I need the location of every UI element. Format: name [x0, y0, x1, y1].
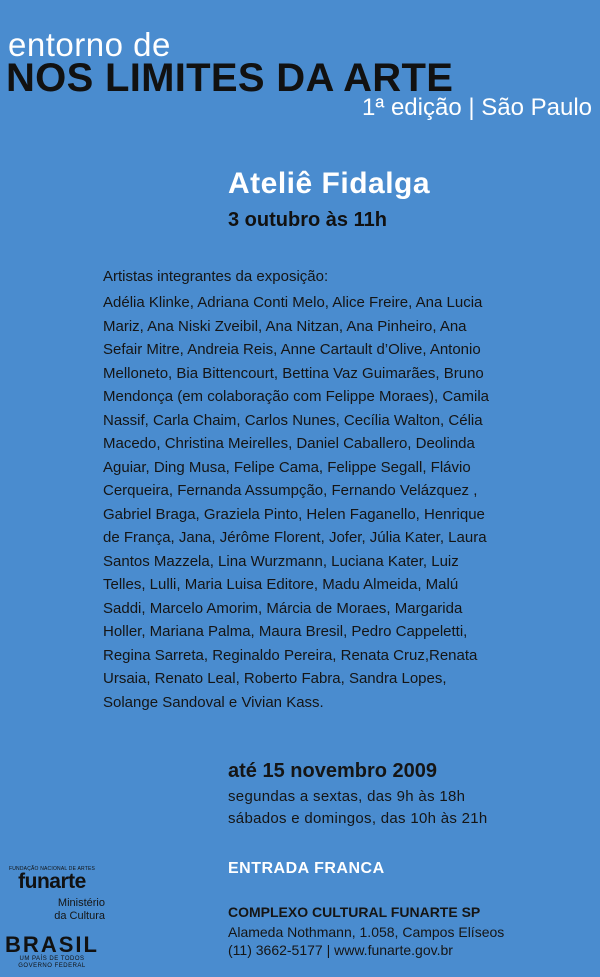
funarte-tagline: FUNDAÇÃO NACIONAL DE ARTES: [8, 866, 96, 872]
artists-line: Nassif, Carla Chaim, Carlos Nunes, Cecília Walton, Célia: [103, 411, 483, 429]
opening-date: 3 outubro às 11h: [228, 209, 387, 231]
brasil-motto: UM PAÍS DE TODOS: [19, 956, 85, 962]
artists-line: Holler, Mariana Palma, Maura Bresil, Pedro Cappeletti,: [103, 623, 468, 640]
artists-heading: Artistas integrantes da exposição:: [103, 268, 329, 285]
ministerio-line-2: da Cultura: [54, 910, 105, 922]
artists-line: Adélia Klinke, Adriana Conti Melo, Alice Freire, Ana Lucia: [103, 294, 483, 311]
artists-line: Santos Mazzela, Lina Wurzmann, Luciana Kater, Luiz: [103, 552, 459, 570]
artists-line: Gabriel Braga, Graziela Pinto, Helen Faganello, Henrique: [103, 505, 485, 523]
closing-date: até 15 novembro 2009: [228, 760, 437, 782]
funarte-wordmark: funarte: [18, 870, 86, 893]
edition-label: 1ª edição | São Paulo: [362, 94, 592, 121]
artists-line: Sefair Mitre, Andreia Reis, Anne Cartault d’Olive, Antonio: [103, 341, 481, 358]
location-address: [228, 923, 504, 959]
artists-line: Mariz, Ana Niski Zveibil, Ana Nitzan, Ana Pinheiro, Ana: [103, 317, 467, 335]
page-title: NOS LIMITES DA ARTE: [6, 56, 454, 100]
artists-line: Telles, Lulli, Maria Luisa Editore, Madu Almeida, Malú: [103, 576, 459, 593]
weekday-hours: segundas a sextas, das 9h às 18h: [228, 788, 466, 805]
artists-line: Regina Sarreta, Reginaldo Pereira, Renata Cruz,Renata: [103, 646, 478, 664]
ministerio-label: [30, 897, 105, 923]
admission-label: ENTRADA FRANCA: [228, 860, 385, 877]
funarte-logo: [2, 866, 102, 892]
artists-line: de França, Jana, Jérôme Florent, Jofer, Júlia Kater, Laura: [103, 529, 487, 546]
artists-line: Mendonça (em colaboração com Felippe Moraes), Camila: [103, 388, 490, 405]
artists-line: Ursaia, Renato Leal, Roberto Fabra, Sandra Lopes,: [103, 670, 447, 687]
artists-line: Macedo, Christina Meirelles, Daniel Caballero, Deolinda: [103, 435, 475, 452]
brasil-government-logo: [4, 934, 100, 970]
brasil-wordmark: BRASIL: [5, 932, 99, 957]
brasil-government: GOVERNO FEDERAL: [18, 963, 86, 969]
artists-line: Cerqueira, Fernanda Assumpção, Fernando Velázquez ,: [103, 482, 478, 499]
weekend-hours: sábados e domingos, das 10h às 21h: [228, 810, 488, 827]
artists-line: Melloneto, Bia Bittencourt, Bettina Vaz Guimarães, Bruno: [103, 364, 484, 382]
header-subtitle: entorno de: [8, 26, 171, 63]
artists-line: Saddi, Marcelo Amorim, Márcia de Moraes, Margarida: [103, 599, 463, 617]
location-name: COMPLEXO CULTURAL FUNARTE SP: [228, 904, 481, 920]
artists-line: Aguiar, Ding Musa, Felipe Cama, Felippe Segall, Flávio: [103, 458, 471, 476]
contact-line: (11) 3662-5177 | www.funarte.gov.br: [228, 942, 453, 958]
opening-hours: [228, 786, 488, 830]
street-address: Alameda Nothmann, 1.058, Campos Elíseos: [228, 924, 505, 940]
artists-line: Solange Sandoval e Vivian Kass.: [103, 693, 324, 711]
artists-list: [103, 291, 563, 714]
venue-name: Ateliê Fidalga: [228, 167, 431, 200]
ministerio-line-1: Ministério: [57, 897, 105, 909]
